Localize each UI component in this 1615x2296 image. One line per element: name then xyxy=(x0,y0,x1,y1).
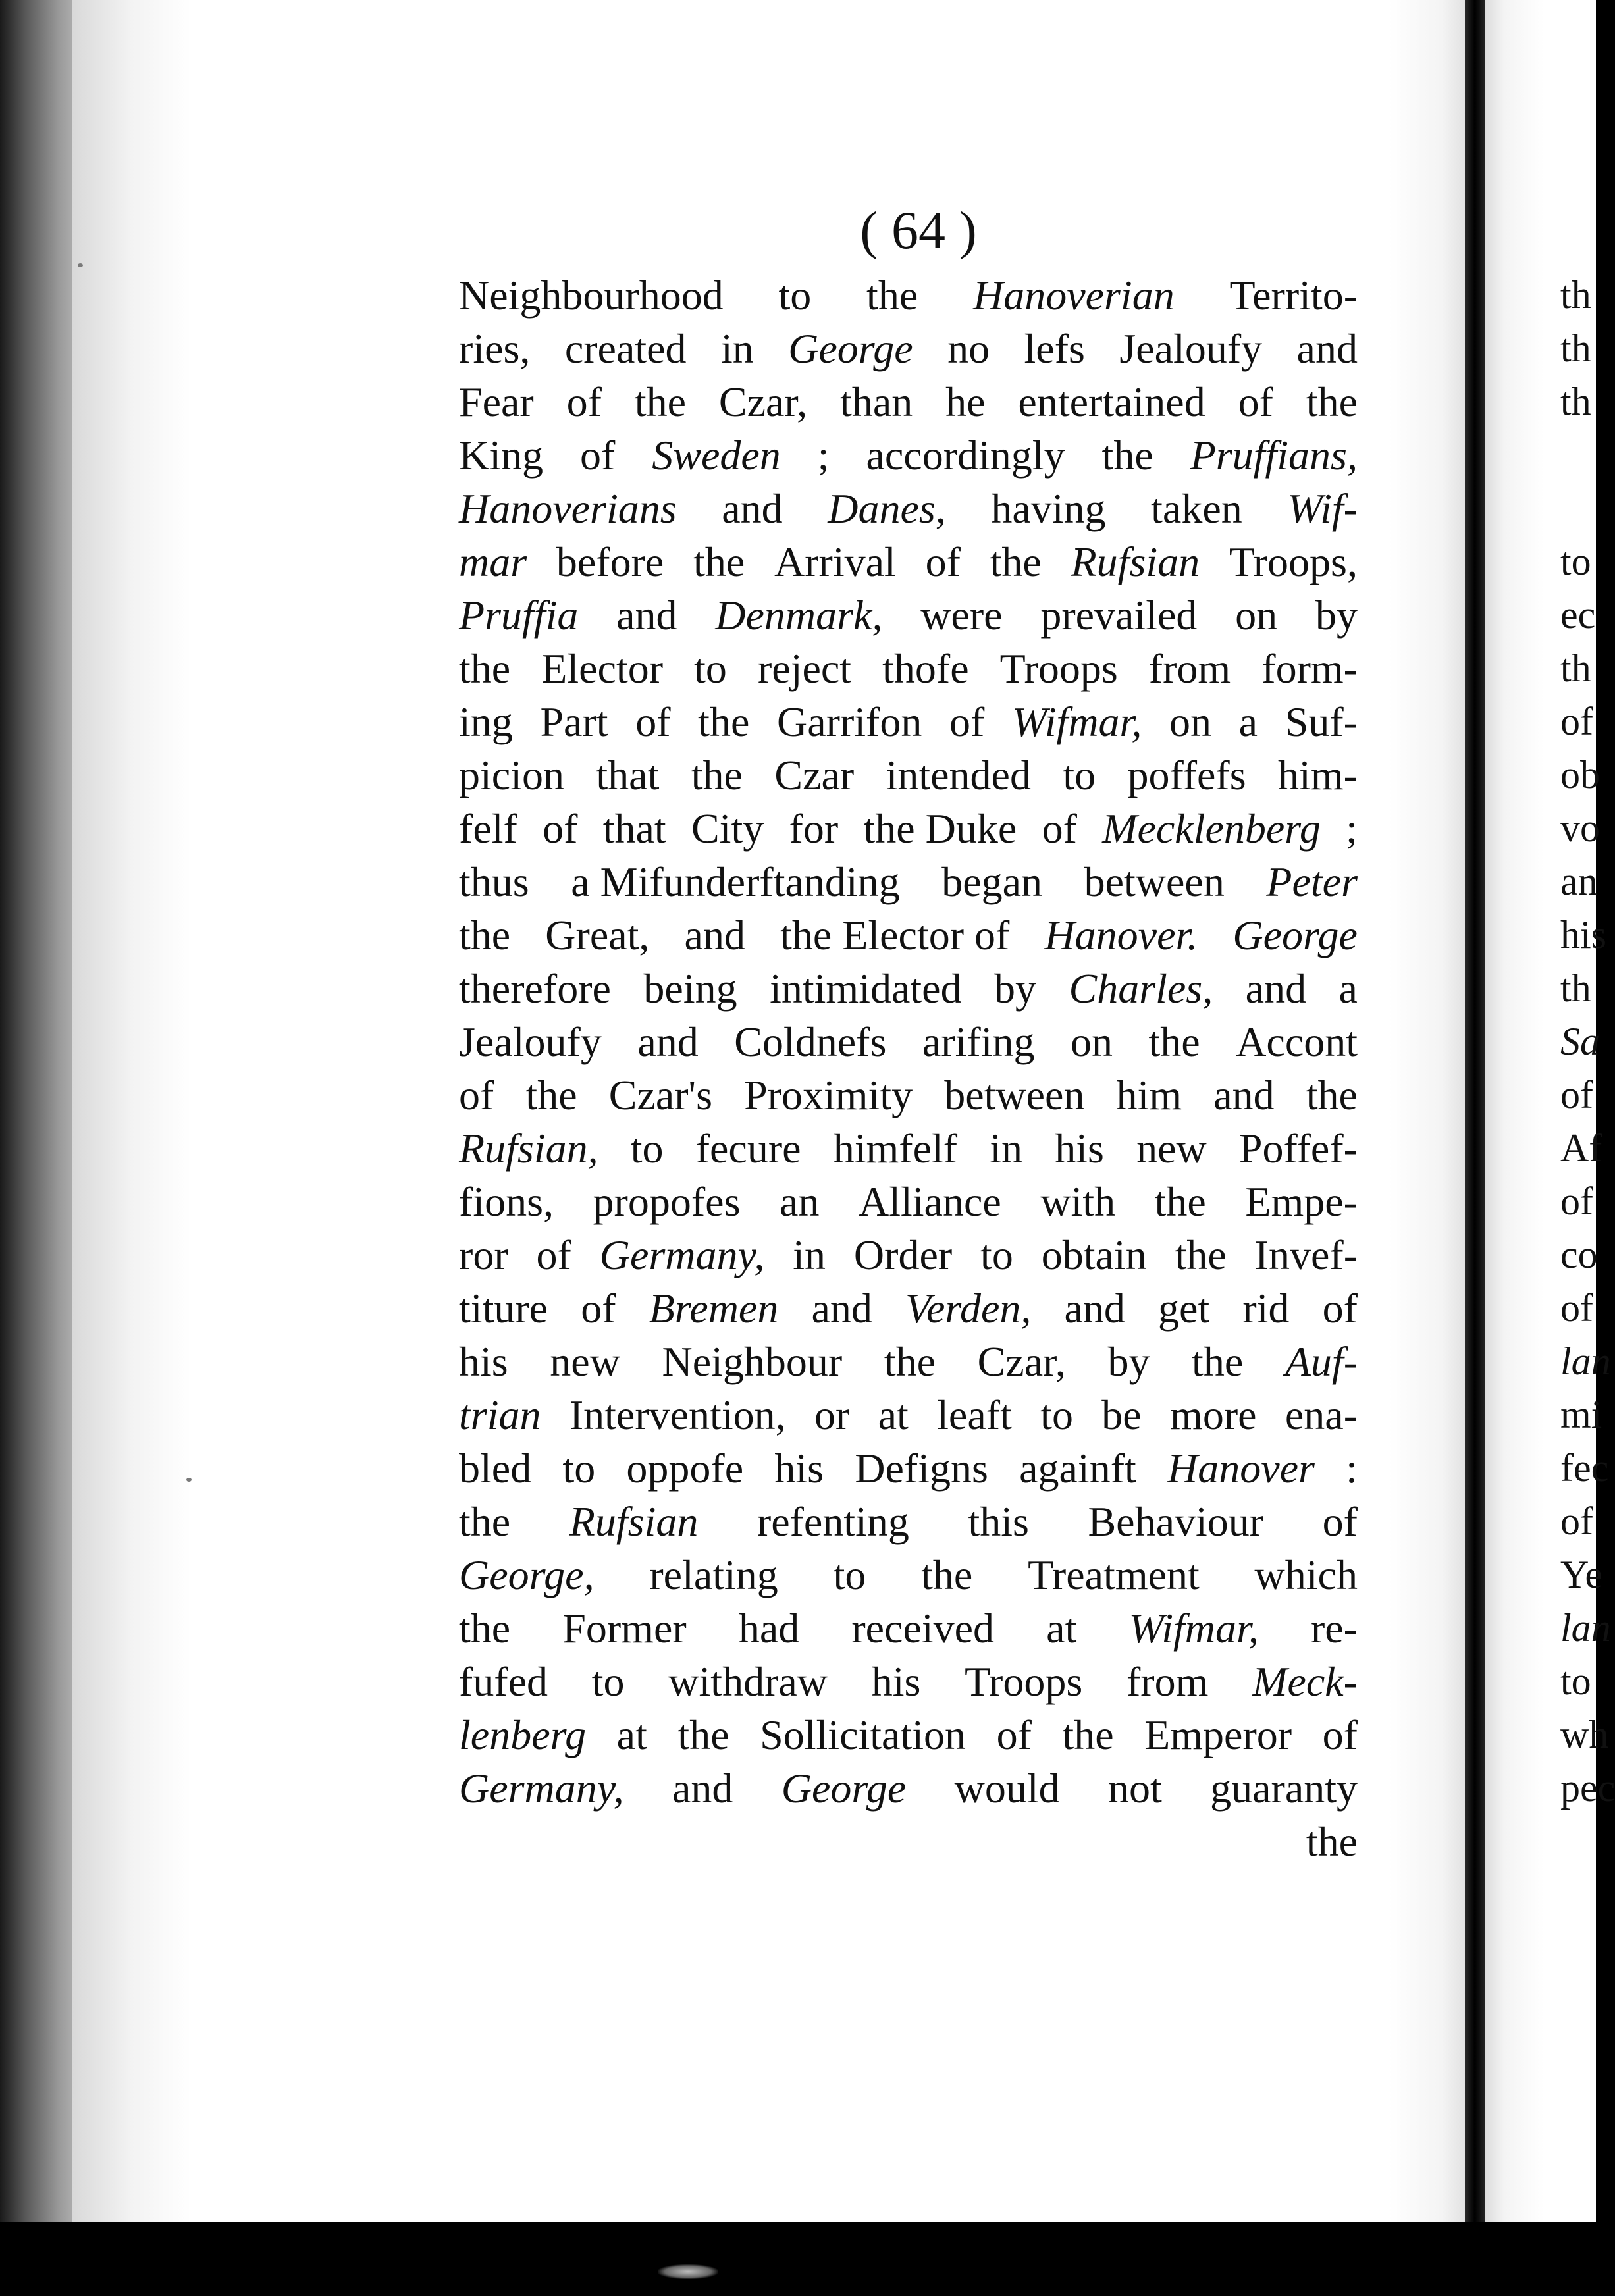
word: intimidated xyxy=(770,965,962,1012)
word: rid xyxy=(1242,1285,1290,1332)
word: thus xyxy=(459,858,529,905)
word: and xyxy=(684,912,745,958)
word: to xyxy=(833,1552,866,1598)
word: and xyxy=(1245,965,1307,1012)
word: Jealoufy xyxy=(459,1018,602,1065)
word: of xyxy=(1042,805,1077,852)
word: Neighbour xyxy=(662,1338,843,1385)
word: therefore xyxy=(459,965,611,1012)
text-line xyxy=(459,962,1358,1015)
text-line xyxy=(459,535,1358,588)
word: between xyxy=(1084,858,1225,905)
word: Empe- xyxy=(1245,1178,1358,1225)
word: than xyxy=(840,378,913,425)
facing-line-fragment: Ye xyxy=(1560,1553,1602,1596)
word: Arrival xyxy=(774,538,896,585)
text-line xyxy=(459,1761,1358,1815)
word: the xyxy=(459,1605,511,1652)
italic-word: Denmark, xyxy=(715,592,883,639)
word: of xyxy=(1322,1498,1358,1545)
body-text xyxy=(459,269,1358,1868)
facing-line-fragment: to xyxy=(1560,1659,1591,1703)
word: withdraw xyxy=(668,1658,828,1705)
word: the xyxy=(1192,1338,1244,1385)
word: Czar, xyxy=(977,1338,1066,1385)
word: Sollicitation xyxy=(760,1711,966,1758)
word: fions, xyxy=(459,1178,554,1225)
facing-page-text xyxy=(1560,269,1615,1815)
facing-line-fragment: wh xyxy=(1560,1713,1609,1756)
word: the xyxy=(1175,1232,1227,1278)
word: on xyxy=(1070,1018,1113,1065)
word: to xyxy=(562,1445,596,1492)
word: Treatment xyxy=(1028,1552,1200,1598)
word: fufed xyxy=(459,1658,548,1705)
word: the xyxy=(459,912,511,958)
text-line xyxy=(459,695,1358,748)
word: this xyxy=(968,1498,1029,1545)
italic-word: Wifmar, xyxy=(1128,1605,1259,1652)
word: and xyxy=(1296,325,1358,372)
word: to xyxy=(980,1232,1013,1278)
italic-word: Auf- xyxy=(1284,1338,1358,1385)
word: or xyxy=(814,1392,850,1438)
facing-line-fragment: th xyxy=(1560,966,1591,1010)
word: from xyxy=(1126,1658,1209,1705)
word: Troops xyxy=(999,645,1118,692)
word: by xyxy=(1315,592,1358,639)
word: on xyxy=(1235,592,1278,639)
word: the xyxy=(1306,378,1358,425)
word: Troops xyxy=(965,1658,1083,1705)
word: in xyxy=(990,1125,1023,1172)
facing-line-fragment: th xyxy=(1560,273,1591,317)
catchword-line xyxy=(459,1815,1358,1868)
italic-word: lenberg xyxy=(459,1711,587,1758)
word: the xyxy=(634,378,686,425)
text-line xyxy=(459,802,1358,855)
text-line xyxy=(459,482,1358,535)
facing-line-fragment: th xyxy=(1560,380,1591,423)
word: the xyxy=(1154,1178,1206,1225)
word: Suf- xyxy=(1284,698,1358,745)
italic-word: George xyxy=(788,325,913,372)
italic-word: Charles, xyxy=(1069,965,1213,1012)
facing-line-fragment: of xyxy=(1560,700,1593,743)
word: felf xyxy=(459,805,517,852)
word: and xyxy=(722,485,783,532)
word: ror xyxy=(459,1232,508,1278)
word: ries, xyxy=(459,325,531,372)
italic-word: Meck- xyxy=(1252,1658,1358,1705)
word: an xyxy=(780,1178,820,1225)
word: entertained xyxy=(1018,378,1205,425)
word: were xyxy=(920,592,1003,639)
word: a xyxy=(1338,965,1358,1012)
word: Invef- xyxy=(1254,1232,1358,1278)
word: his xyxy=(871,1658,921,1705)
word: the xyxy=(1062,1711,1114,1758)
word: a xyxy=(1238,698,1258,745)
word: him- xyxy=(1278,752,1358,798)
word: being xyxy=(643,965,737,1012)
word: reject xyxy=(757,645,852,692)
word: the xyxy=(884,1338,936,1385)
word: more xyxy=(1170,1392,1257,1438)
italic-word: Pruffia xyxy=(459,592,579,639)
word: arifing xyxy=(922,1018,1035,1065)
word: the xyxy=(691,752,743,798)
italic-word: Danes, xyxy=(828,485,946,532)
word: himfelf xyxy=(833,1125,958,1172)
page-gutter xyxy=(1465,0,1485,2296)
facing-line-fragment: fec xyxy=(1560,1446,1609,1490)
word: ena- xyxy=(1284,1392,1358,1438)
text-line xyxy=(459,375,1358,429)
facing-line-fragment: th xyxy=(1560,326,1591,370)
facing-line-fragment: his xyxy=(1560,913,1607,956)
word: the xyxy=(1306,1072,1358,1118)
word: to xyxy=(694,645,727,692)
word: Behaviour xyxy=(1088,1498,1264,1545)
italic-word: Hanover. xyxy=(1044,912,1198,958)
word: the Duke xyxy=(863,805,1017,852)
facing-line-fragment: an xyxy=(1560,860,1598,903)
facing-line-fragment: lan xyxy=(1560,1606,1611,1650)
italic-word: Hanoverian xyxy=(972,272,1175,319)
facing-line-fragment: ob xyxy=(1560,753,1600,796)
word: and xyxy=(616,592,677,639)
word: of xyxy=(536,1232,571,1278)
text-line xyxy=(459,588,1358,642)
italic-word: Verden, xyxy=(905,1285,1032,1332)
italic-word: Wifmar, xyxy=(1011,698,1142,745)
italic-word: Germany, xyxy=(599,1232,765,1278)
word: Czar xyxy=(774,752,855,798)
word: lefs xyxy=(1024,325,1085,372)
word: bled xyxy=(459,1445,532,1492)
word: which xyxy=(1254,1552,1358,1598)
word: in xyxy=(720,325,754,372)
word: and xyxy=(1064,1285,1125,1332)
facing-line-fragment: co xyxy=(1560,1233,1598,1276)
word: obtain xyxy=(1041,1232,1147,1278)
word: guaranty xyxy=(1210,1765,1358,1812)
word: fecure xyxy=(695,1125,801,1172)
word: Alliance xyxy=(858,1178,1001,1225)
word: leaft xyxy=(937,1392,1012,1438)
facing-line-fragment: pec xyxy=(1560,1766,1615,1810)
facing-line-fragment xyxy=(1560,429,1596,482)
word: ing xyxy=(459,698,513,745)
word: him xyxy=(1116,1072,1182,1118)
italic-word: Peter xyxy=(1266,858,1358,905)
word: againft xyxy=(1019,1445,1136,1492)
word: refenting xyxy=(756,1498,909,1545)
italic-word: George, xyxy=(459,1552,595,1598)
word: new xyxy=(1136,1125,1207,1172)
word: on xyxy=(1169,698,1211,745)
word: received xyxy=(851,1605,995,1652)
word: King xyxy=(459,432,543,479)
word: between xyxy=(944,1072,1085,1118)
word: of xyxy=(635,698,671,745)
word: the xyxy=(990,538,1042,585)
italic-word: Germany, xyxy=(459,1765,624,1812)
word: oppofe xyxy=(626,1445,744,1492)
word: by xyxy=(1107,1338,1150,1385)
word: the xyxy=(921,1552,973,1598)
word: of xyxy=(566,378,602,425)
word: of xyxy=(949,698,985,745)
word: no xyxy=(947,325,990,372)
word: relating xyxy=(649,1552,778,1598)
word: of xyxy=(1322,1711,1358,1758)
word: of xyxy=(996,1711,1032,1758)
word: had xyxy=(738,1605,800,1652)
facing-line-fragment: Af xyxy=(1560,1126,1602,1170)
italic-word: Rufsian, xyxy=(459,1125,598,1172)
word: get xyxy=(1158,1285,1210,1332)
text-line xyxy=(459,1015,1358,1068)
word: with xyxy=(1040,1178,1116,1225)
word: titure xyxy=(459,1285,548,1332)
word: a Mifunderftanding xyxy=(571,858,900,905)
word: Part xyxy=(540,698,608,745)
word: of xyxy=(543,805,578,852)
word: of xyxy=(581,1285,616,1332)
word: the xyxy=(459,1498,511,1545)
word: Czar, xyxy=(718,378,808,425)
italic-word: Bremen xyxy=(649,1285,779,1332)
word: that xyxy=(602,805,666,852)
word: and xyxy=(1213,1072,1275,1118)
word: Garrifon xyxy=(777,698,922,745)
word: Order xyxy=(853,1232,953,1278)
word: before xyxy=(556,538,664,585)
word: the xyxy=(1148,1018,1200,1065)
word: be xyxy=(1101,1392,1142,1438)
word: City xyxy=(691,805,764,852)
word: new xyxy=(550,1338,620,1385)
text-line xyxy=(459,1442,1358,1495)
italic-word: Mecklenberg xyxy=(1102,805,1321,852)
facing-line-fragment: of xyxy=(1560,1500,1593,1543)
facing-line-fragment xyxy=(1560,482,1596,535)
word: and xyxy=(637,1018,699,1065)
word: thofe xyxy=(882,645,969,692)
text-line xyxy=(459,1228,1358,1282)
word: poffefs xyxy=(1127,752,1246,798)
italic-word: Sweden xyxy=(652,432,781,479)
word: to xyxy=(1040,1392,1073,1438)
word: Jealoufy xyxy=(1119,325,1263,372)
word: having xyxy=(991,485,1106,532)
word: at xyxy=(1046,1605,1077,1652)
italic-word: Wif- xyxy=(1287,485,1358,532)
italic-word: George xyxy=(1232,912,1358,958)
word: Great, xyxy=(545,912,650,958)
text-line xyxy=(459,1068,1358,1122)
word: and xyxy=(672,1765,733,1812)
word: Troops, xyxy=(1229,538,1358,585)
word: began xyxy=(941,858,1043,905)
text-line xyxy=(459,908,1358,962)
word: the xyxy=(525,1072,577,1118)
text-line xyxy=(459,748,1358,802)
word: the xyxy=(866,272,918,319)
text-line xyxy=(459,322,1358,375)
scan-smudge xyxy=(658,2264,718,2279)
text-line xyxy=(459,1602,1358,1655)
word: : xyxy=(1346,1445,1358,1492)
word: Intervention, xyxy=(569,1392,786,1438)
word: Territo- xyxy=(1229,272,1358,319)
facing-line-fragment: of xyxy=(1560,1180,1593,1223)
word: ; xyxy=(1346,805,1358,852)
word: the xyxy=(693,538,745,585)
word: of xyxy=(459,1072,494,1118)
word: and xyxy=(811,1285,872,1332)
word: to xyxy=(630,1125,664,1172)
italic-word: Hanover xyxy=(1167,1445,1315,1492)
word: by xyxy=(994,965,1037,1012)
text-line xyxy=(459,1282,1358,1335)
ink-speck xyxy=(78,263,83,267)
word: his xyxy=(459,1338,508,1385)
word: picion xyxy=(459,752,564,798)
word: at xyxy=(616,1711,647,1758)
facing-line-fragment: to xyxy=(1560,540,1591,583)
word: Poffef- xyxy=(1238,1125,1358,1172)
word: of xyxy=(925,538,961,585)
word: the xyxy=(459,645,511,692)
word: for xyxy=(789,805,839,852)
word: re- xyxy=(1310,1605,1358,1652)
ink-speck xyxy=(186,1478,192,1482)
text-line xyxy=(459,269,1358,322)
word: at xyxy=(878,1392,909,1438)
italic-word: Rufsian xyxy=(569,1498,699,1545)
word: prevailed xyxy=(1040,592,1198,639)
word: in xyxy=(793,1232,826,1278)
word: intended xyxy=(886,752,1031,798)
word: of xyxy=(1322,1285,1358,1332)
word: Neighbourhood xyxy=(459,272,724,319)
word: Coldnefs xyxy=(734,1018,887,1065)
word: Czar's xyxy=(608,1072,712,1118)
text-line xyxy=(459,855,1358,908)
italic-word: George xyxy=(781,1765,907,1812)
facing-line-fragment: Sa xyxy=(1560,1020,1600,1063)
text-line xyxy=(459,1388,1358,1442)
word: to xyxy=(1063,752,1096,798)
italic-word: Hanoverians xyxy=(459,485,677,532)
facing-line-fragment: mi xyxy=(1560,1393,1602,1436)
word: of xyxy=(1238,378,1273,425)
italic-word: Pruffians, xyxy=(1190,432,1358,479)
word: the xyxy=(698,698,750,745)
word: Elector xyxy=(541,645,664,692)
text-line xyxy=(459,1495,1358,1548)
word: Accont xyxy=(1236,1018,1358,1065)
word: taken xyxy=(1151,485,1242,532)
text-line xyxy=(459,642,1358,695)
text-line xyxy=(459,1175,1358,1228)
word: from xyxy=(1148,645,1231,692)
word: the xyxy=(677,1711,729,1758)
word: Former xyxy=(562,1605,687,1652)
word: that xyxy=(596,752,660,798)
word: to xyxy=(778,272,812,319)
word: Proximity xyxy=(744,1072,913,1118)
facing-line-fragment: ec xyxy=(1560,593,1596,637)
italic-word: trian xyxy=(459,1392,541,1438)
page-number: ( 64 ) xyxy=(860,200,977,260)
word: the xyxy=(1101,432,1153,479)
word: not xyxy=(1107,1765,1162,1812)
word: of xyxy=(579,432,616,479)
word: ; xyxy=(817,432,830,479)
facing-line-fragment: of xyxy=(1560,1073,1593,1116)
word: to xyxy=(591,1658,625,1705)
text-line xyxy=(459,1335,1358,1388)
scan-bottom-border xyxy=(0,2222,1596,2296)
italic-word: Rufsian xyxy=(1071,538,1200,585)
facing-line-fragment: lan xyxy=(1560,1340,1611,1383)
text-line xyxy=(459,1548,1358,1602)
facing-line-fragment: of xyxy=(1560,1286,1593,1330)
word: he xyxy=(945,378,986,425)
word: propofes xyxy=(593,1178,741,1225)
word: form- xyxy=(1261,645,1358,692)
facing-line-fragment: vo xyxy=(1560,806,1600,850)
facing-line-fragment: th xyxy=(1560,646,1591,690)
word: his xyxy=(774,1445,824,1492)
word: accordingly xyxy=(866,432,1065,479)
text-line xyxy=(459,1655,1358,1708)
word: his xyxy=(1055,1125,1104,1172)
word: Fear xyxy=(459,378,534,425)
italic-word: mar xyxy=(459,538,527,585)
text-line xyxy=(459,1708,1358,1761)
word: the Elector of xyxy=(780,912,1010,958)
word: would xyxy=(954,1765,1060,1812)
text-line xyxy=(459,429,1358,482)
catchword: the xyxy=(1306,1818,1358,1865)
text-line xyxy=(459,1122,1358,1175)
word: Defigns xyxy=(855,1445,988,1492)
word: created xyxy=(564,325,687,372)
word: Emperor xyxy=(1144,1711,1292,1758)
